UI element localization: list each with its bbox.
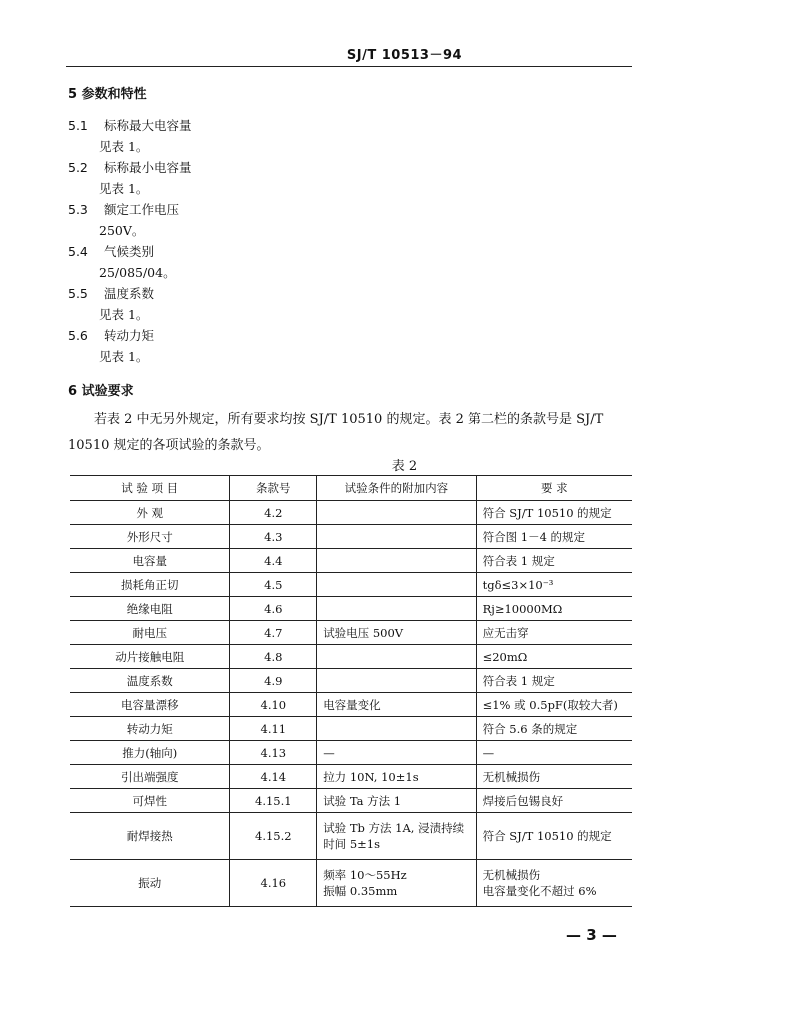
cell-conditions: 试验电压 500V: [317, 621, 476, 645]
cell-test-item: 温度系数: [70, 669, 230, 693]
cell-requirements: ≤1% 或 0.5pF(取较大者): [476, 693, 632, 717]
cell-requirements: ≤20mΩ: [476, 645, 632, 669]
header-rule: [66, 66, 632, 67]
table-row: [70, 597, 632, 621]
cell-test-item: 电容量漂移: [70, 693, 230, 717]
cell-clause: 4.5: [230, 573, 317, 597]
cell-test-item: 损耗角正切: [70, 573, 230, 597]
clause-label: 额定工作电压: [104, 202, 180, 217]
clause-5-6-value: 见表 1。: [99, 349, 149, 364]
table-row: [70, 765, 632, 789]
clause-number: 5.4: [68, 244, 88, 259]
cell-requirements: 焊接后包锡良好: [476, 789, 632, 813]
cell-clause: 4.9: [230, 669, 317, 693]
cell-clause: 4.2: [230, 501, 317, 525]
cell-conditions: 频率 10～55Hz 振幅 0.35mm: [317, 860, 476, 907]
table-row: [70, 741, 632, 765]
cell-clause: 4.8: [230, 645, 317, 669]
cell-clause: 4.15.2: [230, 813, 317, 860]
cell-conditions: 电容量变化: [317, 693, 476, 717]
clause-5-3-value: 250V。: [99, 223, 145, 238]
cell-requirements: 符合表 1 规定: [476, 549, 632, 573]
cell-requirements: 符合表 1 规定: [476, 669, 632, 693]
table-row: [70, 693, 632, 717]
cell-requirements: tgδ≤3×10⁻³: [476, 573, 632, 597]
cell-conditions: 试验 Tb 方法 1A, 浸渍持续时间 5±1s: [317, 813, 476, 860]
clause-5-5-value: 见表 1。: [99, 307, 149, 322]
page-number: — 3 —: [566, 926, 617, 944]
table-row: [70, 573, 632, 597]
clause-label: 转动力矩: [104, 328, 155, 343]
clause-number: 5.2: [68, 160, 88, 175]
clause-number: 5.1: [68, 118, 88, 133]
standard-code-header: SJ/T 10513－94: [346, 48, 463, 63]
cell-clause: 4.3: [230, 525, 317, 549]
clause-5-6: [68, 326, 154, 344]
cell-requirements: 符合 5.6 条的规定: [476, 717, 632, 741]
clause-5-2-value: 见表 1。: [99, 181, 149, 196]
cell-requirements: —: [476, 741, 632, 765]
cell-conditions: —: [317, 741, 476, 765]
cell-conditions: [317, 717, 476, 741]
column-header-requirements: 要 求: [476, 476, 632, 501]
clause-number: 5.6: [68, 328, 88, 343]
clause-number: 5.5: [68, 286, 88, 301]
section-6-paragraph: 若表 2 中无另外规定，所有要求均按 SJ/T 10510 的规定。表 2 第二栏的条款号是 SJ/T 10510 规定的各项试验的条款号。: [68, 412, 604, 453]
cell-conditions: [317, 501, 476, 525]
clause-label: 气候类别: [104, 244, 155, 259]
cell-conditions: [317, 525, 476, 549]
cell-requirements: 符合 SJ/T 10510 的规定: [476, 813, 632, 860]
cell-requirements: 无机械损伤: [476, 765, 632, 789]
cell-test-item: 推力(轴向): [70, 741, 230, 765]
table-row: [70, 860, 632, 907]
table-header-row: [70, 476, 632, 501]
column-header-conditions: 试验条件的附加内容: [317, 476, 476, 501]
cell-test-item: 耐电压: [70, 621, 230, 645]
cell-conditions: [317, 669, 476, 693]
cell-test-item: 引出端强度: [70, 765, 230, 789]
cell-requirements: 符合 SJ/T 10510 的规定: [476, 501, 632, 525]
cell-conditions: [317, 549, 476, 573]
section-6-title: 6 试验要求: [68, 384, 134, 399]
clause-5-4-value: 25/085/04。: [99, 265, 176, 280]
cell-test-item: 外 观: [70, 501, 230, 525]
cell-requirements: 符合图 1－4 的规定: [476, 525, 632, 549]
cell-clause: 4.4: [230, 549, 317, 573]
clause-5-2: [68, 158, 192, 176]
cell-clause: 4.6: [230, 597, 317, 621]
cell-conditions: [317, 597, 476, 621]
cell-clause: 4.14: [230, 765, 317, 789]
clause-number: 5.3: [68, 202, 88, 217]
cell-test-item: 动片接触电阻: [70, 645, 230, 669]
column-header-clause: 条款号: [230, 476, 317, 501]
cell-clause: 4.10: [230, 693, 317, 717]
cell-test-item: 外形尺寸: [70, 525, 230, 549]
table-row: [70, 621, 632, 645]
cell-clause: 4.11: [230, 717, 317, 741]
clause-5-3: [68, 200, 179, 218]
cell-test-item: 绝缘电阻: [70, 597, 230, 621]
cell-requirements: 无机械损伤 电容量变化不超过 6%: [476, 860, 632, 907]
clause-5-1: [68, 116, 192, 134]
cell-test-item: 可焊性: [70, 789, 230, 813]
column-header-test-item: 试 验 项 目: [70, 476, 230, 501]
table-row: [70, 813, 632, 860]
table-row: [70, 525, 632, 549]
table-row: [70, 645, 632, 669]
cell-test-item: 耐焊接热: [70, 813, 230, 860]
cell-requirements: 应无击穿: [476, 621, 632, 645]
cell-test-item: 振动: [70, 860, 230, 907]
cell-clause: 4.16: [230, 860, 317, 907]
table-row: [70, 669, 632, 693]
cell-test-item: 电容量: [70, 549, 230, 573]
cell-clause: 4.15.1: [230, 789, 317, 813]
cell-clause: 4.13: [230, 741, 317, 765]
cell-conditions: 拉力 10N, 10±1s: [317, 765, 476, 789]
cell-conditions: [317, 645, 476, 669]
table-caption: 表 2: [391, 459, 418, 474]
cell-conditions: [317, 573, 476, 597]
clause-5-4: [68, 242, 154, 260]
table-row: [70, 549, 632, 573]
table-row: [70, 501, 632, 525]
clause-label: 温度系数: [104, 286, 155, 301]
cell-conditions: 试验 Ta 方法 1: [317, 789, 476, 813]
cell-test-item: 转动力矩: [70, 717, 230, 741]
table-row: [70, 717, 632, 741]
clause-5-5: [68, 284, 154, 302]
table-row: [70, 789, 632, 813]
clause-label: 标称最大电容量: [104, 118, 192, 133]
test-requirements-table: [70, 475, 632, 907]
cell-requirements: Rj≥10000MΩ: [476, 597, 632, 621]
clause-label: 标称最小电容量: [104, 160, 192, 175]
section-5-title: 5 参数和特性: [68, 87, 147, 102]
clause-5-1-value: 见表 1。: [99, 139, 149, 154]
cell-clause: 4.7: [230, 621, 317, 645]
